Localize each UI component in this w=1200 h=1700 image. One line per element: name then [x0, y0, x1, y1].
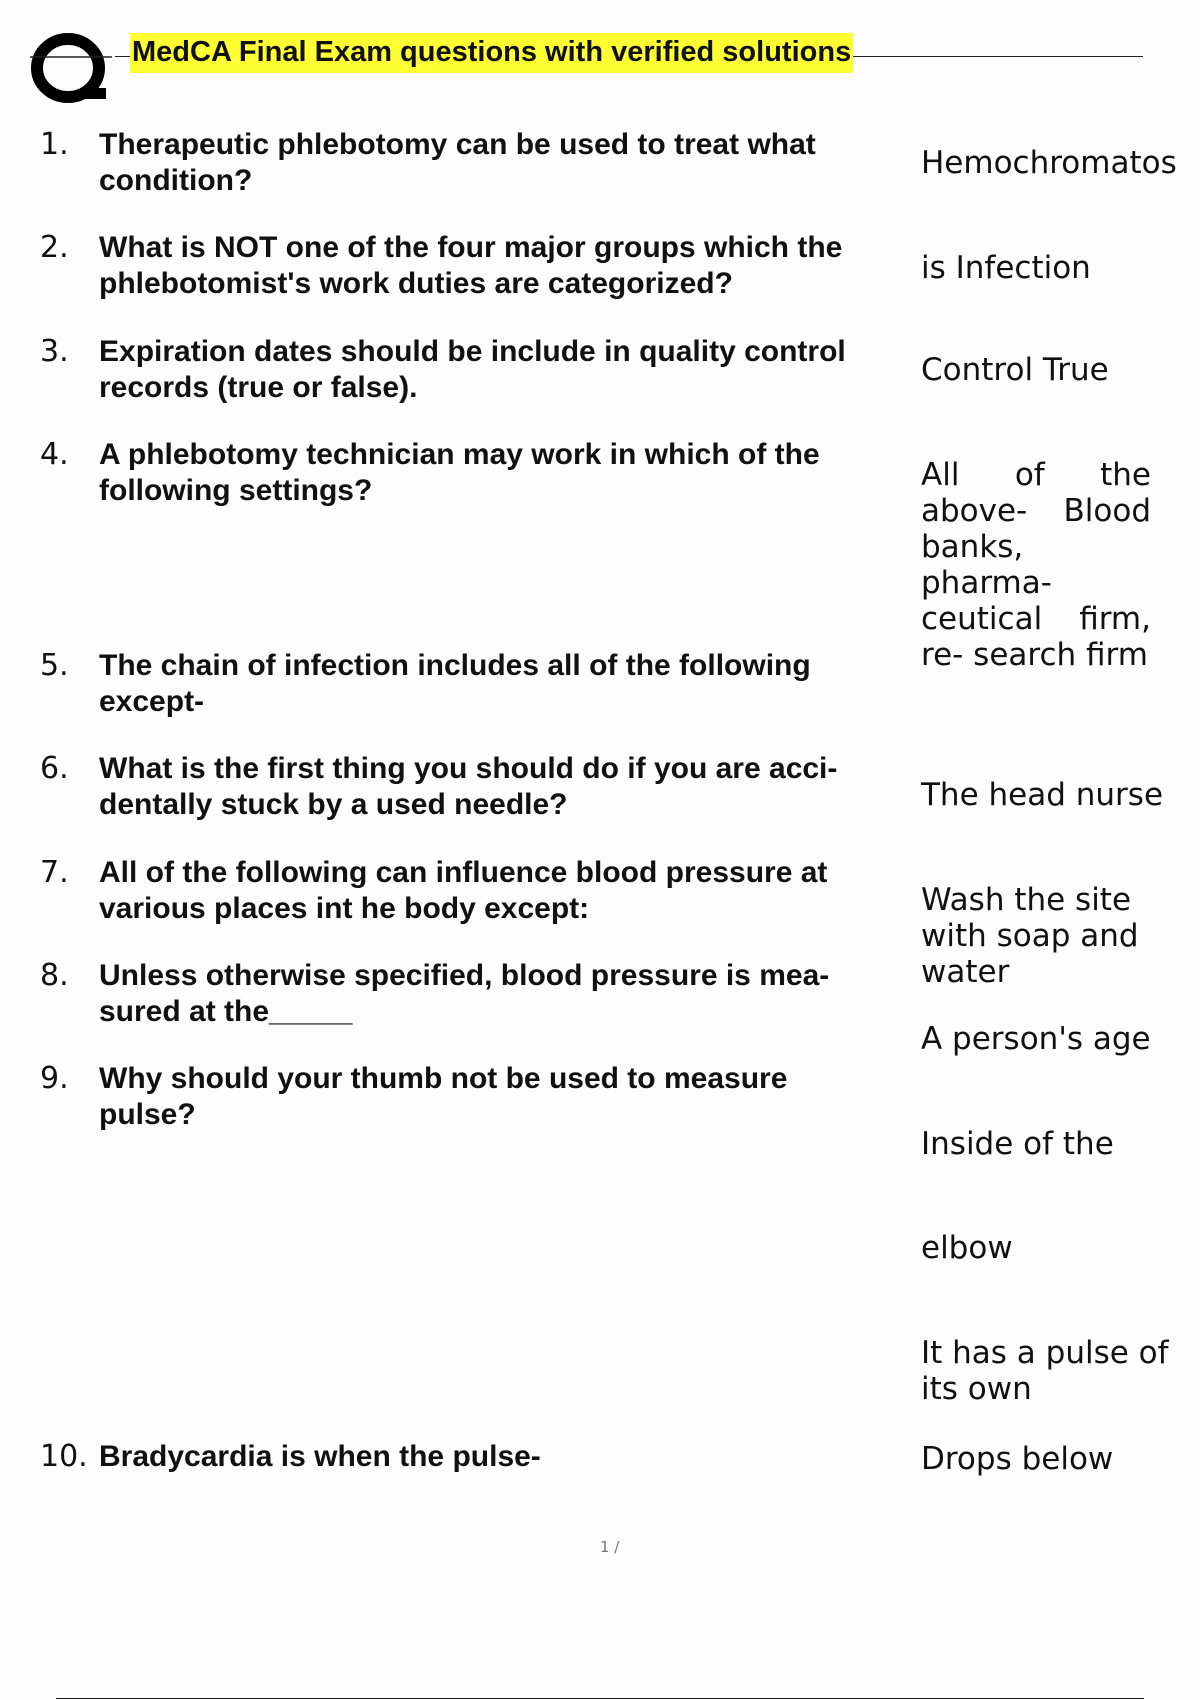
question-item [40, 127, 860, 199]
question-number: 10. [40, 1439, 88, 1474]
question-text: Unless otherwise specified, blood pressure is mea- sured at the_____ [99, 959, 830, 1028]
question-number: 9. [40, 1061, 69, 1096]
question-number: 4. [40, 437, 69, 472]
question-item [40, 334, 860, 406]
document-title: MedCA Final Exam questions with verified solutions [130, 33, 853, 73]
question-text: All of the following can influence blood pressure at various places int he body except: [99, 856, 828, 925]
question-item [40, 855, 860, 927]
answer-text: Wash the site with soap and water [921, 882, 1139, 990]
answer-text: Drops below [921, 1441, 1114, 1477]
question-item [40, 751, 860, 823]
question-item [40, 437, 860, 509]
question-item [40, 648, 860, 720]
question-number: 5. [40, 648, 69, 683]
question-item [40, 230, 860, 302]
question-item [40, 1061, 860, 1133]
answer-text: It has a pulse of its own [921, 1335, 1169, 1407]
question-text: Why should your thumb not be used to measure pulse? [99, 1062, 788, 1131]
question-text: Expiration dates should be include in quality control records (true or false). [99, 335, 846, 404]
question-number: 8. [40, 958, 69, 993]
question-item [40, 1439, 860, 1475]
question-text: Therapeutic phlebotomy can be used to treat what condition? [99, 128, 816, 197]
question-number: 1. [40, 127, 69, 162]
question-number: 2. [40, 230, 69, 265]
question-number: 3. [40, 334, 69, 369]
question-text: A phlebotomy technician may work in which of the following settings? [99, 438, 820, 507]
question-number: 6. [40, 751, 69, 786]
answer-text: The head nurse [921, 777, 1164, 813]
question-text: The chain of infection includes all of the following except- [99, 649, 811, 718]
answer-text: Inside of the [921, 1126, 1114, 1162]
footer-rule [56, 1698, 1144, 1699]
answer-text: elbow [921, 1230, 1013, 1266]
question-text: Bradycardia is when the pulse- [99, 1440, 541, 1473]
answer-text: Hemochromatos [921, 145, 1177, 181]
q-logo-icon [30, 32, 112, 108]
answer-text: is Infection [921, 250, 1091, 286]
page-number: 1 / [600, 1538, 620, 1556]
answer-text: Control True [921, 352, 1109, 388]
question-text: What is the first thing you should do if you are acci- dentally stuck by a used needle? [99, 752, 838, 821]
question-text: What is NOT one of the four major groups which the phlebotomist's work duties are categorized? [99, 231, 843, 300]
answer-text: A person's age [921, 1021, 1151, 1057]
question-item [40, 958, 860, 1030]
answer-text: All of the above- Blood banks, pharma- ceutical firm, re- search firm [921, 457, 1151, 673]
question-number: 7. [40, 855, 69, 890]
